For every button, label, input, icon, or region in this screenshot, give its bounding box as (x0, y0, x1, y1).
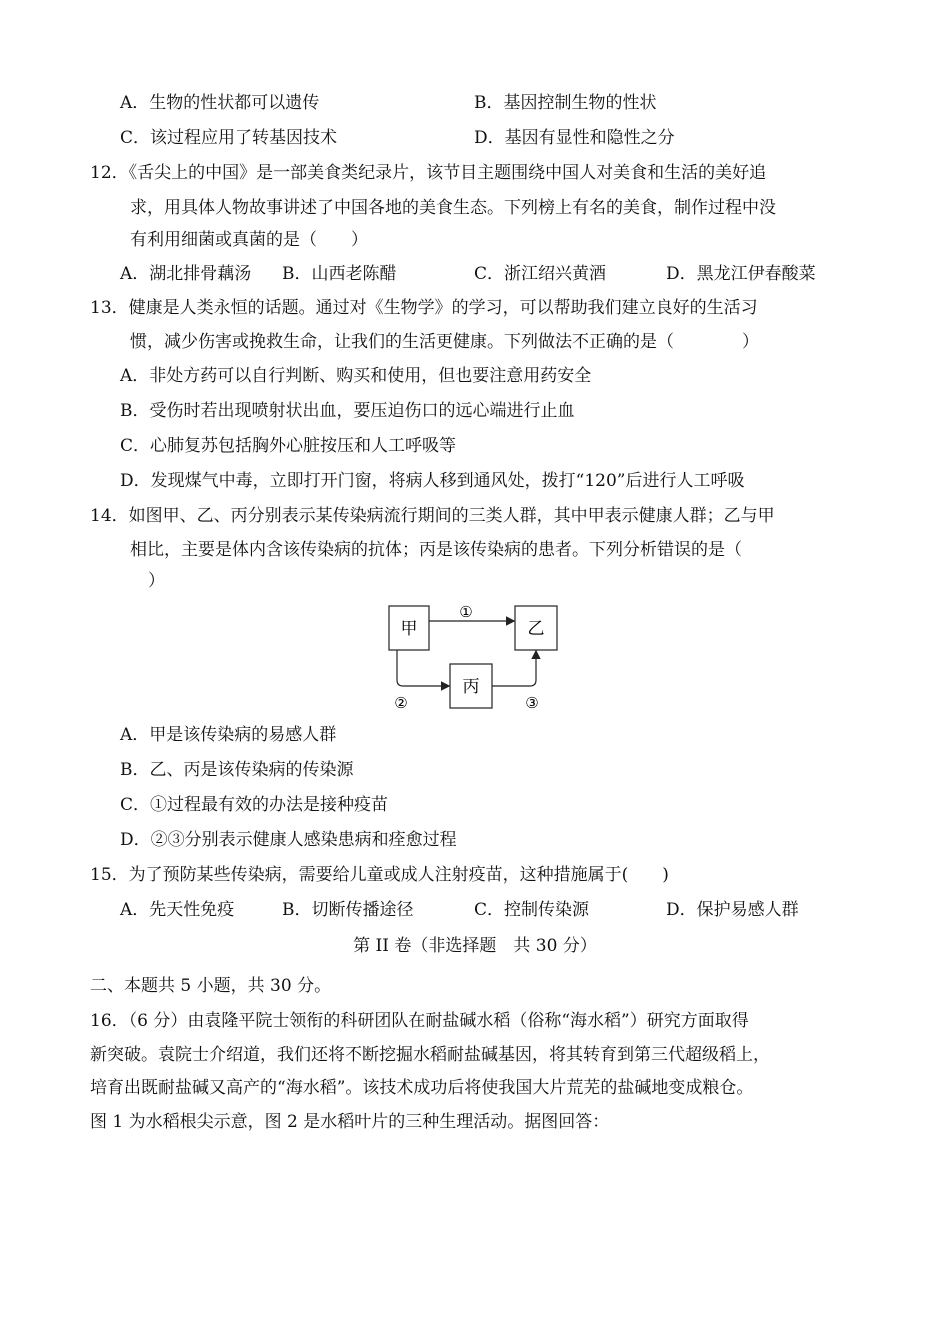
q13-stem-line-2: 惯，减少伤害或挽救生命，让我们的生活更健康。下列做法不正确的是（ ） (130, 332, 759, 352)
q15-stem: 15．为了预防某些传染病，需要给儿童或成人注射疫苗，这种措施属于( ) (90, 865, 669, 885)
marker-1: ① (459, 603, 473, 621)
q13-option-d: D．发现煤气中毒，立即打开门窗，将病人移到通风处，拨打“120”后进行人工呼吸 (120, 471, 745, 491)
box-jia-label: 甲 (400, 619, 418, 639)
section-2-intro: 二、本题共 5 小题，共 30 分。 (90, 976, 332, 996)
q12-stem-line-2: 求，用具体人物故事讲述了中国各地的美食生态。下列榜上有名的美食，制作过程中没 (130, 198, 776, 218)
q16-line-4: 图 1 为水稻根尖示意，图 2 是水稻叶片的三种生理活动。据图回答： (90, 1112, 610, 1132)
q15-option-d: D．保护易感人群 (666, 900, 799, 920)
q12-option-c: C．浙江绍兴黄酒 (474, 264, 607, 284)
arrow-2 (397, 650, 448, 686)
q15-option-a: A．先天性免疫 (120, 900, 235, 920)
q13-option-a: A．非处方药可以自行判断、购买和使用，但也要注意用药安全 (120, 366, 592, 386)
q12-option-b: B．山西老陈醋 (282, 264, 397, 284)
q12-stem-line-1: 12．《舌尖上的中国》是一部美食类纪录片，该节目主题围绕中国人对美食和生活的美好追 (90, 163, 767, 183)
q15-option-c: C．控制传染源 (474, 900, 590, 920)
q16-line-3: 培育出既耐盐碱又高产的“海水稻”。该技术成功后将使我国大片荒芜的盐碱地变成粮仓。 (90, 1078, 754, 1098)
q14-option-b: B．乙、丙是该传染病的传染源 (120, 760, 354, 780)
q14-option-a: A．甲是该传染病的易感人群 (120, 725, 337, 745)
q14-option-d: D．②③分别表示健康人感染患病和痊愈过程 (120, 830, 457, 850)
infection-flow-diagram (380, 598, 570, 716)
q11-option-b: B．基因控制生物的性状 (474, 93, 657, 113)
q14-option-c: C．①过程最有效的办法是接种疫苗 (120, 795, 389, 815)
q12-option-d: D．黑龙江伊春酸菜 (666, 264, 816, 284)
q15-option-b: B．切断传播途径 (282, 900, 414, 920)
q16-line-2: 新突破。袁院士介绍道，我们还将不断挖掘水稻耐盐碱基因，将其转育到第三代超级稻上， (90, 1045, 770, 1065)
q13-option-b: B．受伤时若出现喷射状出血，要压迫伤口的远心端进行止血 (120, 401, 575, 421)
q16-line-1: 16．（6 分）由袁隆平院士领衔的科研团队在耐盐碱水稻（俗称“海水稻”）研究方面取得 (90, 1011, 749, 1031)
q14-stem-line-2: 相比，主要是体内含该传染病的抗体；丙是该传染病的患者。下列分析错误的是（ (130, 540, 742, 560)
marker-2: ② (394, 694, 408, 712)
q12-option-a: A．湖北排骨藕汤 (120, 264, 252, 284)
q13-stem-line-1: 13．健康是人类永恒的话题。通过对《生物学》的学习，可以帮助我们建立良好的生活习 (90, 298, 758, 318)
q13-option-c: C．心肺复苏包括胸外心脏按压和人工呼吸等 (120, 436, 457, 456)
q14-stem-line-3: ） (148, 571, 165, 591)
marker-3: ③ (525, 694, 539, 712)
q11-option-a: A．生物的性状都可以遗传 (120, 93, 320, 113)
arrow-3 (492, 652, 536, 686)
q11-option-c: C．该过程应用了转基因技术 (120, 128, 338, 148)
box-yi-label: 乙 (527, 619, 545, 639)
q12-stem-line-3: 有利用细菌或真菌的是（ ） (130, 230, 368, 250)
box-bing-label: 丙 (462, 677, 480, 697)
section-2-title: 第 II 卷（非选择题 共 30 分） (353, 936, 597, 956)
q14-stem-line-1: 14．如图甲、乙、丙分别表示某传染病流行期间的三类人群，其中甲表示健康人群；乙与甲 (90, 506, 775, 526)
q11-option-d: D．基因有显性和隐性之分 (474, 128, 675, 148)
